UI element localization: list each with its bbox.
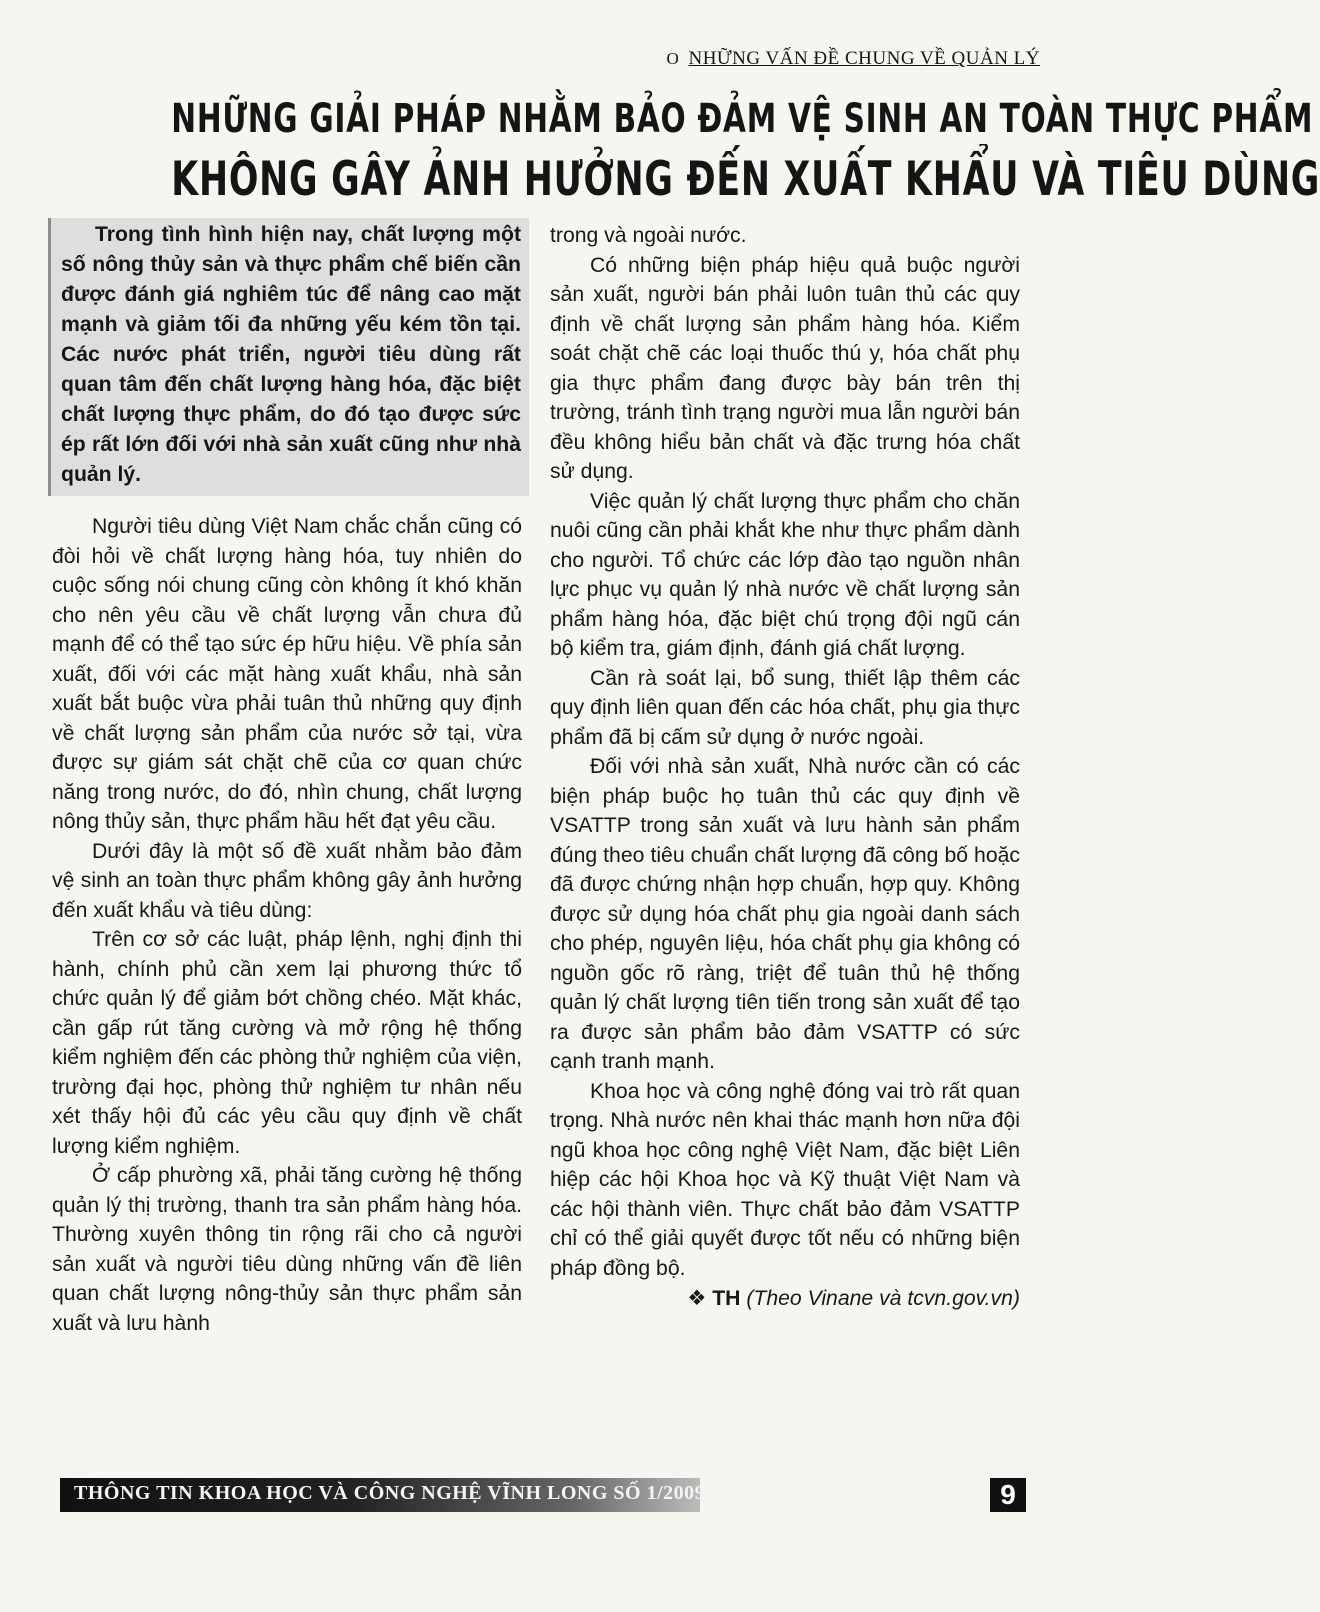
body-paragraph-continued: trong và ngoài nước.	[550, 224, 747, 247]
body-paragraph: Có những biện pháp hiệu quả buộc người sản xuất, người bán phải luôn tuân thủ các quy định về chất lượng sản phẩm hàng hóa. Kiểm soát chặt chẽ các loại thuốc thú y, hóa chất phụ gia thực phẩm đang được bày bán trên thị trường, tránh tình trạng người mua lẫn người bán đều không hiểu bản chất và đặc trưng hóa chất sử dụng.	[550, 253, 1020, 483]
body-paragraph: Người tiêu dùng Việt Nam chắc chắn cũng có đòi hỏi về chất lượng hàng hóa, tuy nhiên do cuộc sống nói chung cũng còn không ít khó khăn cho nên yêu cầu về chất lượng vẫn chưa đủ mạnh để có thể tạo sức ép hữu hiệu. Về phía sản xuất, đối với các mặt hàng xuất khẩu, nhà sản xuất bắt buộc vừa phải tuân thủ những quy định về chất lượng sản phẩm của nước sở tại, vừa được sự giám sát chặt chẽ của cơ quan chức năng trong nước, do đó, nhìn chung, chất lượng nông thủy sản, thực phẩm hầu hết đạt yêu cầu.	[52, 515, 522, 833]
body-paragraph: Cần rà soát lại, bổ sung, thiết lập thêm các quy định liên quan đến các hóa chất, phụ gia thực phẩm đã bị cấm sử dụng ở nước ngoài.	[550, 666, 1020, 749]
source-credit: (Theo Vinane và tcvn.gov.vn)	[746, 1287, 1020, 1310]
section-header	[666, 48, 1040, 70]
page-number: 9	[990, 1478, 1026, 1512]
footer-publication: THÔNG TIN KHOA HỌC VÀ CÔNG NGHỆ VĨNH LONG SỐ 1/2009	[74, 1482, 706, 1504]
body-paragraph: Dưới đây là một số đề xuất nhằm bảo đảm vệ sinh an toàn thực phẩm không gây ảnh hưởng đến xuất khẩu và tiêu dùng:	[52, 839, 522, 922]
left-column	[52, 512, 522, 1338]
body-paragraph: Trên cơ sở các luật, pháp lệnh, nghị định thi hành, chính phủ cần xem lại phương thức tổ chức quản lý để giảm bớt chồng chéo. Mặt khác, cần gấp rút tăng cường và mở rộng hệ thống kiểm nghiệm đến các phòng thử nghiệm của viện, trường đại học, phòng thử nghiệm tư nhân nếu xét thấy hội đủ các yêu cầu quy định về chất lượng kiểm nghiệm.	[52, 928, 522, 1158]
intro-paragraph	[51, 218, 529, 490]
article-title-line-2: KHÔNG GÂY ẢNH HƯỞNG ĐẾN XUẤT KHẨU VÀ TIÊU DÙNG	[171, 152, 1320, 207]
body-paragraph: Ở cấp phường xã, phải tăng cường hệ thống quản lý thị trường, thanh tra sản phẩm hàng hóa. Thường xuyên thông tin rộng rãi cho cả người sản xuất và người tiêu dùng những vấn đề liên quan chất lượng nông-thủy sản thực phẩm sản xuất và lưu hành	[52, 1164, 522, 1335]
right-column	[550, 221, 1020, 1314]
body-paragraph: Đối với nhà sản xuất, Nhà nước cần có các biện pháp buộc họ tuân thủ các quy định về VSATTP trong sản xuất và lưu hành sản phẩm đúng theo tiêu chuẩn chất lượng đã công bố hoặc đã được chứng nhận hợp chuẩn, hợp quy. Không được sử dụng hóa chất phụ gia ngoài danh sách cho phép, nguyên liệu, hóa chất phụ gia không có nguồn gốc rõ ràng, triệt để tuân thủ hệ thống quản lý chất lượng tiên tiến trong sản xuất để tạo ra được sản phẩm bảo đảm VSATTP có sức cạnh tranh mạnh.	[550, 755, 1020, 1073]
intro-text: Trong tình hình hiện nay, chất lượng một số nông thủy sản và thực phẩm chế biến cần được đánh giá nghiêm túc để nâng cao mặt mạnh và giảm tối đa những yếu kém tồn tại. Các nước phát triển, người tiêu dùng rất quan tâm đến chất lượng hàng hóa, đặc biệt chất lượng thực phẩm, do đó tạo được sức ép rất lớn đối với nhà sản xuất cũng như nhà quản lý.	[61, 223, 521, 486]
intro-box	[48, 218, 529, 496]
section-label: NHỮNG VẤN ĐỀ CHUNG VỀ QUẢN LÝ	[688, 48, 1040, 69]
article-signature	[550, 1284, 1020, 1314]
author: TH	[712, 1287, 741, 1310]
body-paragraph: Việc quản lý chất lượng thực phẩm cho chăn nuôi cũng cần phải khắt khe như thực phẩm dành cho người. Tổ chức các lớp đào tạo nguồn nhân lực phục vụ quản lý nhà nước về chất lượng sản phẩm hàng hóa, đặc biệt chú trọng đội ngũ cán bộ kiểm tra, giám định, đánh giá chất lượng.	[550, 489, 1020, 660]
diamond-bullet-icon: ❖	[687, 1287, 707, 1310]
section-mark: O	[666, 49, 680, 68]
article-title-line-1: NHỮNG GIẢI PHÁP NHẰM BẢO ĐẢM VỆ SINH AN TOÀN THỰC PHẨM	[171, 96, 1314, 142]
body-paragraph: Khoa học và công nghệ đóng vai trò rất quan trọng. Nhà nước nên khai thác mạnh hơn nữa đội ngũ khoa học công nghệ Việt Nam, đặc biệt Liên hiệp các hội Khoa học và Kỹ thuật Việt Nam và các hội thành viên. Thực chất bảo đảm VSATTP chỉ có thể giải quyết được tốt nếu có những biện pháp đồng bộ.	[550, 1079, 1020, 1280]
